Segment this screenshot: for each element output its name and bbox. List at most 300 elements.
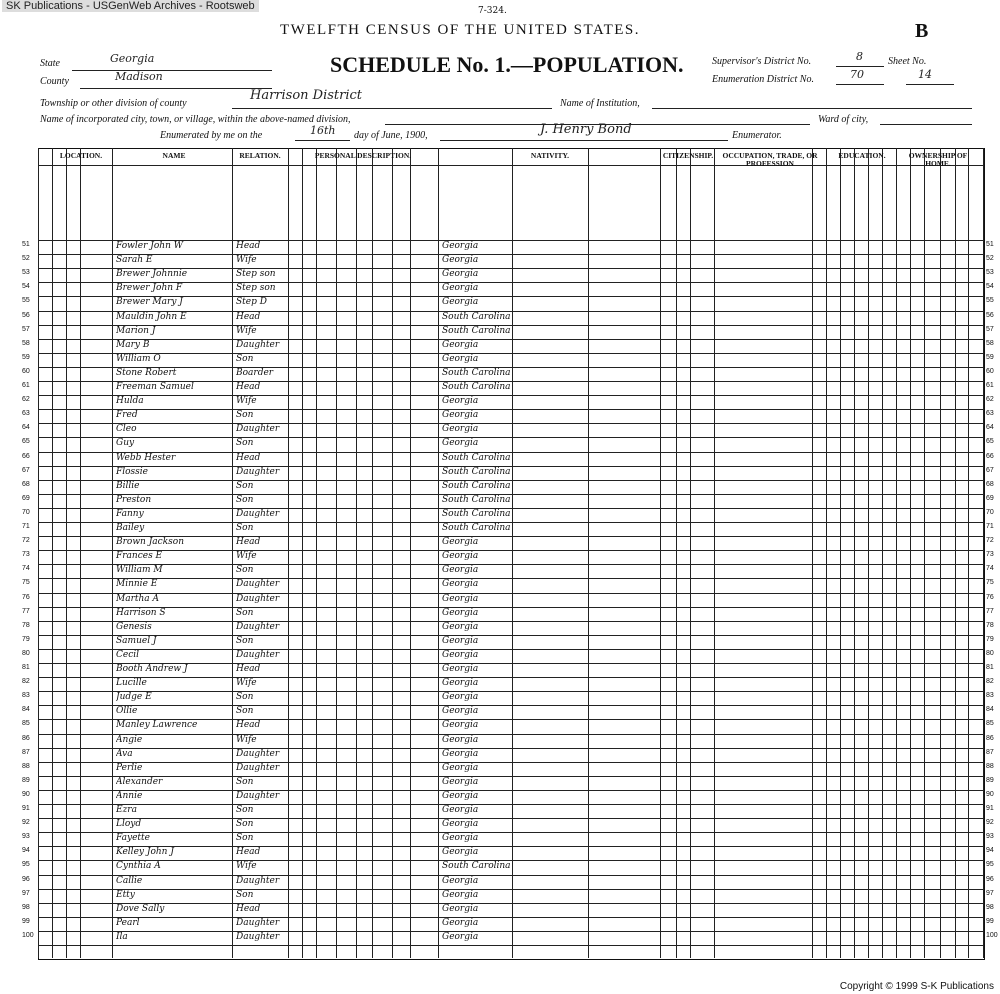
person-relation: Daughter: [236, 931, 280, 942]
person-relation: Boarder: [236, 367, 274, 378]
row-number-left: 58: [22, 339, 30, 347]
grid-column-line: [316, 148, 317, 958]
row-number-right: 72: [986, 537, 994, 545]
person-name: Genesis: [116, 621, 152, 632]
person-relation: Son: [236, 494, 254, 505]
person-relation: Son: [236, 410, 254, 421]
copyright-notice: Copyright © 1999 S-K Publications: [836, 980, 998, 993]
grid-column-line: [924, 148, 925, 958]
person-name: Sarah E: [116, 255, 153, 266]
row-number-right: 100: [986, 931, 998, 939]
row-number-right: 62: [986, 396, 994, 404]
person-birthplace: Georgia: [442, 565, 479, 576]
person-name: Lucille: [116, 678, 147, 689]
row-number-right: 89: [986, 776, 994, 784]
row-number-left: 69: [22, 494, 30, 502]
row-number-left: 57: [22, 325, 30, 333]
grid-column-line: [512, 148, 513, 958]
census-title: TWELFTH CENSUS OF THE UNITED STATES.: [280, 22, 641, 38]
row-number-left: 55: [22, 297, 30, 305]
row-number-right: 60: [986, 367, 994, 375]
person-name: Billie: [116, 480, 140, 491]
sheet-value: 14: [918, 68, 932, 81]
person-relation: Daughter: [236, 762, 280, 773]
person-name: Lloyd: [116, 819, 142, 830]
row-number-left: 64: [22, 424, 30, 432]
person-name: Alexander: [116, 776, 163, 787]
row-number-right: 65: [986, 438, 994, 446]
person-name: Ila: [116, 931, 128, 942]
person-relation: Daughter: [236, 790, 280, 801]
row-number-left: 63: [22, 410, 30, 418]
person-relation: Daughter: [236, 424, 280, 435]
row-number-left: 94: [22, 847, 30, 855]
person-birthplace: Georgia: [442, 748, 479, 759]
row-number-left: 54: [22, 283, 30, 291]
person-relation: Head: [236, 903, 261, 914]
person-name: Fanny: [116, 508, 144, 519]
row-number-right: 61: [986, 382, 994, 389]
row-number-right: 88: [986, 762, 994, 770]
person-birthplace: Georgia: [442, 438, 479, 449]
grid-column-line: [392, 148, 393, 958]
person-birthplace: Georgia: [442, 241, 479, 251]
row-number-right: 77: [986, 607, 994, 615]
form-number: 7-324.: [478, 6, 507, 16]
person-birthplace: Georgia: [442, 297, 479, 308]
grid-column-line: [336, 148, 337, 958]
grid-column-line: [868, 148, 869, 958]
row-number-right: 55: [986, 297, 994, 305]
person-birthplace: Georgia: [442, 678, 479, 689]
person-relation: Head: [236, 720, 261, 731]
person-relation: Son: [236, 438, 254, 449]
person-birthplace: Georgia: [442, 396, 479, 407]
day-of-label: day of June, 1900,: [354, 130, 428, 141]
person-relation: Son: [236, 805, 254, 815]
person-relation: Son: [236, 692, 254, 703]
person-relation: Head: [236, 311, 261, 322]
person-birthplace: Georgia: [442, 706, 479, 717]
person-relation: Daughter: [236, 917, 280, 928]
person-name: Cecil: [116, 649, 140, 660]
person-relation: Step son: [236, 283, 276, 294]
person-name: Pearl: [116, 917, 140, 928]
row-number-right: 92: [986, 819, 994, 827]
person-birthplace: Georgia: [442, 833, 479, 844]
header-location: LOCATION.: [59, 151, 103, 160]
grid-column-line: [840, 148, 841, 958]
row-number-left: 73: [22, 551, 30, 559]
row-number-left: 51: [22, 241, 30, 248]
person-relation: Daughter: [236, 593, 280, 604]
person-birthplace: Georgia: [442, 805, 479, 815]
row-number-left: 67: [22, 466, 30, 474]
row-number-right: 66: [986, 452, 994, 460]
person-birthplace: Georgia: [442, 847, 479, 858]
row-number-right: 69: [986, 494, 994, 502]
row-number-left: 68: [22, 480, 30, 488]
ward-label: Ward of city,: [818, 114, 869, 125]
person-name: Marion J: [116, 325, 156, 336]
row-number-left: 53: [22, 269, 30, 277]
person-birthplace: South Carolina: [442, 523, 511, 533]
row-number-left: 78: [22, 621, 30, 629]
grid-column-line: [910, 148, 911, 958]
row-number-left: 80: [22, 649, 30, 657]
grid-column-line: [940, 148, 941, 958]
row-number-right: 52: [986, 255, 994, 263]
person-relation: Wife: [236, 551, 257, 562]
township-value: Harrison District: [250, 88, 363, 103]
person-relation: Son: [236, 353, 254, 364]
row-number-left: 66: [22, 452, 30, 460]
watermark-banner: SK Publications - USGenWeb Archives - Rootsweb: [2, 0, 259, 12]
row-number-right: 94: [986, 847, 994, 855]
grid-column-line: [52, 148, 53, 958]
grid-column-line: [676, 148, 677, 958]
row-number-right: 58: [986, 339, 994, 347]
county-value: Madison: [115, 70, 163, 83]
person-relation: Daughter: [236, 748, 280, 759]
person-relation: Daughter: [236, 466, 280, 477]
person-name: Brewer Johnnie: [116, 269, 188, 280]
row-number-right: 82: [986, 678, 994, 686]
row-number-left: 90: [22, 790, 30, 798]
person-birthplace: Georgia: [442, 255, 479, 266]
person-name: Dove Sally: [116, 903, 165, 914]
row-number-left: 81: [22, 664, 30, 671]
person-birthplace: South Carolina: [442, 311, 511, 322]
person-relation: Wife: [236, 255, 257, 266]
row-number-left: 65: [22, 438, 30, 446]
person-name: William M: [116, 565, 163, 576]
person-name: Callie: [116, 875, 143, 886]
grid-column-line: [112, 148, 113, 958]
row-number-right: 97: [986, 889, 994, 897]
person-name: Preston: [116, 494, 152, 505]
person-birthplace: Georgia: [442, 635, 479, 646]
person-birthplace: South Carolina: [442, 452, 511, 463]
person-name: Guy: [116, 438, 135, 449]
person-birthplace: Georgia: [442, 776, 479, 787]
sheet-label: Sheet No.: [888, 56, 927, 67]
person-name: Flossie: [116, 466, 148, 477]
row-number-left: 99: [22, 917, 30, 925]
row-number-right: 87: [986, 748, 994, 756]
person-name: Samuel J: [116, 635, 157, 646]
person-relation: Step D: [236, 297, 267, 308]
enumeration-value: 70: [850, 68, 864, 81]
person-name: Fred: [116, 410, 138, 421]
row-number-right: 90: [986, 790, 994, 798]
row-number-right: 79: [986, 635, 994, 643]
grid-column-line: [714, 148, 715, 958]
grid-column-line: [232, 148, 233, 958]
grid-column-line: [812, 148, 813, 958]
grid-column-line: [968, 148, 969, 958]
person-relation: Head: [236, 537, 261, 548]
person-name: Mary B: [116, 339, 150, 350]
person-relation: Son: [236, 706, 254, 717]
row-number-left: 60: [22, 367, 30, 375]
person-name: Angie: [116, 734, 143, 745]
row-number-left: 72: [22, 537, 30, 545]
person-name: Perlie: [116, 762, 143, 773]
row-number-left: 85: [22, 720, 30, 728]
person-relation: Daughter: [236, 508, 280, 519]
person-name: Kelley John J: [116, 847, 174, 858]
row-number-left: 83: [22, 692, 30, 700]
row-number-right: 80: [986, 649, 994, 657]
person-birthplace: Georgia: [442, 931, 479, 942]
state-label: State: [40, 58, 60, 69]
row-number-right: 76: [986, 593, 994, 601]
row-number-left: 77: [22, 607, 30, 615]
person-relation: Daughter: [236, 339, 280, 350]
person-name: Stone Robert: [116, 367, 177, 378]
grid-column-line: [882, 148, 883, 958]
person-name: Fowler John W: [116, 241, 183, 251]
sheet-letter: B: [915, 20, 929, 42]
grid-column-line: [983, 148, 984, 958]
enumerator-signature: J. Henry Bond: [540, 122, 632, 137]
row-number-left: 71: [22, 523, 30, 530]
row-number-right: 73: [986, 551, 994, 559]
person-birthplace: Georgia: [442, 734, 479, 745]
row-number-left: 84: [22, 706, 30, 714]
row-number-right: 57: [986, 325, 994, 333]
row-number-right: 68: [986, 480, 994, 488]
state-value: Georgia: [110, 52, 155, 65]
row-number-left: 75: [22, 579, 30, 587]
header-name: NAME: [162, 151, 186, 160]
person-relation: Son: [236, 480, 254, 491]
person-relation: Son: [236, 833, 254, 844]
person-birthplace: Georgia: [442, 537, 479, 548]
schedule-title: SCHEDULE No. 1.—POPULATION.: [330, 52, 684, 77]
person-birthplace: Georgia: [442, 903, 479, 914]
person-relation: Son: [236, 776, 254, 787]
person-birthplace: Georgia: [442, 819, 479, 830]
person-relation: Son: [236, 889, 254, 900]
person-relation: Head: [236, 847, 261, 858]
grid-column-line: [896, 148, 897, 958]
person-birthplace: Georgia: [442, 593, 479, 604]
row-number-right: 81: [986, 664, 994, 671]
grid-column-line: [66, 148, 67, 958]
grid-column-line: [588, 148, 589, 958]
person-birthplace: Georgia: [442, 692, 479, 703]
person-birthplace: Georgia: [442, 551, 479, 562]
row-number-left: 89: [22, 776, 30, 784]
row-number-left: 88: [22, 762, 30, 770]
person-relation: Daughter: [236, 875, 280, 886]
grid-column-line: [955, 148, 956, 958]
supervisor-label: Supervisor's District No.: [712, 56, 812, 67]
person-name: Ollie: [116, 706, 138, 717]
header-citizenship: CITIZENSHIP.: [662, 151, 714, 160]
row-number-left: 59: [22, 353, 30, 361]
supervisor-value: 8: [856, 50, 863, 63]
person-name: Cynthia A: [116, 861, 161, 872]
row-number-left: 100: [22, 931, 34, 939]
person-birthplace: Georgia: [442, 410, 479, 421]
person-relation: Son: [236, 565, 254, 576]
row-number-left: 97: [22, 889, 30, 897]
grid-column-line: [826, 148, 827, 958]
person-relation: Son: [236, 635, 254, 646]
row-number-right: 85: [986, 720, 994, 728]
grid-column-line: [356, 148, 357, 958]
person-birthplace: South Carolina: [442, 325, 511, 336]
person-relation: Wife: [236, 734, 257, 745]
person-birthplace: Georgia: [442, 607, 479, 618]
header-personal: PERSONAL DESCRIPTION.: [314, 151, 412, 160]
person-birthplace: Georgia: [442, 875, 479, 886]
person-name: Brewer John F: [116, 283, 183, 294]
row-number-left: 87: [22, 748, 30, 756]
row-number-right: 86: [986, 734, 994, 742]
person-name: Fayette: [116, 833, 150, 844]
institution-label: Name of Institution,: [560, 98, 640, 109]
person-relation: Step son: [236, 269, 276, 280]
person-relation: Head: [236, 664, 261, 674]
person-birthplace: Georgia: [442, 339, 479, 350]
person-birthplace: Georgia: [442, 917, 479, 928]
person-birthplace: Georgia: [442, 424, 479, 435]
person-birthplace: South Carolina: [442, 367, 511, 378]
grid-column-line: [80, 148, 81, 958]
person-name: Frances E: [116, 551, 163, 562]
row-number-left: 93: [22, 833, 30, 841]
person-name: Booth Andrew J: [116, 664, 188, 674]
person-name: Brown Jackson: [116, 537, 184, 548]
row-number-left: 82: [22, 678, 30, 686]
row-number-right: 98: [986, 903, 994, 911]
row-number-left: 52: [22, 255, 30, 263]
person-name: Bailey: [116, 523, 145, 533]
enumerated-label: Enumerated by me on the: [160, 130, 263, 141]
row-number-right: 71: [986, 523, 994, 530]
row-number-right: 95: [986, 861, 994, 869]
person-birthplace: South Carolina: [442, 466, 511, 477]
person-name: Ezra: [116, 805, 137, 815]
grid-row-line: [38, 945, 983, 946]
person-name: Judge E: [116, 692, 152, 703]
person-relation: Daughter: [236, 621, 280, 632]
person-name: Hulda: [116, 396, 144, 407]
row-number-left: 70: [22, 508, 30, 516]
row-number-right: 54: [986, 283, 994, 291]
row-number-right: 74: [986, 565, 994, 573]
person-name: Etty: [116, 889, 135, 900]
person-birthplace: South Carolina: [442, 494, 511, 505]
row-number-left: 92: [22, 819, 30, 827]
row-number-right: 91: [986, 805, 994, 812]
row-number-left: 76: [22, 593, 30, 601]
person-relation: Wife: [236, 678, 257, 689]
person-birthplace: South Carolina: [442, 861, 511, 872]
header-nativity: NATIVITY.: [530, 151, 570, 160]
row-number-right: 56: [986, 311, 994, 319]
person-name: Webb Hester: [116, 452, 176, 463]
person-relation: Wife: [236, 861, 257, 872]
grid-column-line: [372, 148, 373, 958]
grid-column-line: [854, 148, 855, 958]
row-number-left: 61: [22, 382, 30, 389]
person-birthplace: South Carolina: [442, 382, 511, 392]
row-number-right: 93: [986, 833, 994, 841]
person-relation: Wife: [236, 396, 257, 407]
row-number-right: 63: [986, 410, 994, 418]
header-occupation: OCCUPATION, TRADE, OR PROFESSION: [722, 151, 818, 169]
row-number-right: 96: [986, 875, 994, 883]
row-number-right: 99: [986, 917, 994, 925]
row-number-left: 86: [22, 734, 30, 742]
person-birthplace: South Carolina: [442, 508, 511, 519]
person-relation: Son: [236, 819, 254, 830]
row-number-right: 75: [986, 579, 994, 587]
grid-column-line: [38, 148, 39, 958]
grid-column-line: [690, 148, 691, 958]
person-relation: Daughter: [236, 649, 280, 660]
header-ownership: OWNERSHIP OF HOME.: [908, 151, 968, 169]
row-number-left: 96: [22, 875, 30, 883]
person-birthplace: Georgia: [442, 720, 479, 731]
row-number-right: 51: [986, 241, 994, 248]
person-name: Annie: [116, 790, 143, 801]
person-name: Ava: [116, 748, 133, 759]
person-birthplace: South Carolina: [442, 480, 511, 491]
person-relation: Wife: [236, 325, 257, 336]
person-name: William O: [116, 353, 161, 364]
person-birthplace: Georgia: [442, 579, 479, 590]
person-birthplace: Georgia: [442, 353, 479, 364]
person-relation: Daughter: [236, 579, 280, 590]
person-name: Brewer Mary J: [116, 297, 183, 308]
row-number-right: 84: [986, 706, 994, 714]
grid-column-line: [288, 148, 289, 958]
person-birthplace: Georgia: [442, 664, 479, 674]
row-number-left: 98: [22, 903, 30, 911]
person-relation: Head: [236, 452, 261, 463]
row-number-right: 70: [986, 508, 994, 516]
person-birthplace: Georgia: [442, 790, 479, 801]
township-label: Township or other division of county: [40, 98, 187, 109]
person-birthplace: Georgia: [442, 649, 479, 660]
person-name: Martha A: [116, 593, 160, 604]
person-name: Minnie E: [116, 579, 158, 590]
person-relation: Son: [236, 523, 254, 533]
row-number-right: 78: [986, 621, 994, 629]
person-relation: Son: [236, 607, 254, 618]
enumerator-label: Enumerator.: [732, 130, 782, 141]
person-name: Harrison S: [116, 607, 166, 618]
header-relation: RELATION.: [239, 151, 281, 160]
header-education: EDUCATION.: [838, 151, 886, 160]
person-name: Mauldin John E: [116, 311, 187, 322]
person-name: Cleo: [116, 424, 137, 435]
incorporated-label: Name of incorporated city, town, or village, within the above-named division,: [40, 114, 351, 125]
person-name: Manley Lawrence: [116, 720, 198, 731]
person-relation: Head: [236, 382, 261, 392]
grid-column-line: [302, 148, 303, 958]
enumeration-label: Enumeration District No.: [712, 74, 814, 85]
row-number-right: 53: [986, 269, 994, 277]
row-number-left: 79: [22, 635, 30, 643]
grid-column-line: [438, 148, 439, 958]
